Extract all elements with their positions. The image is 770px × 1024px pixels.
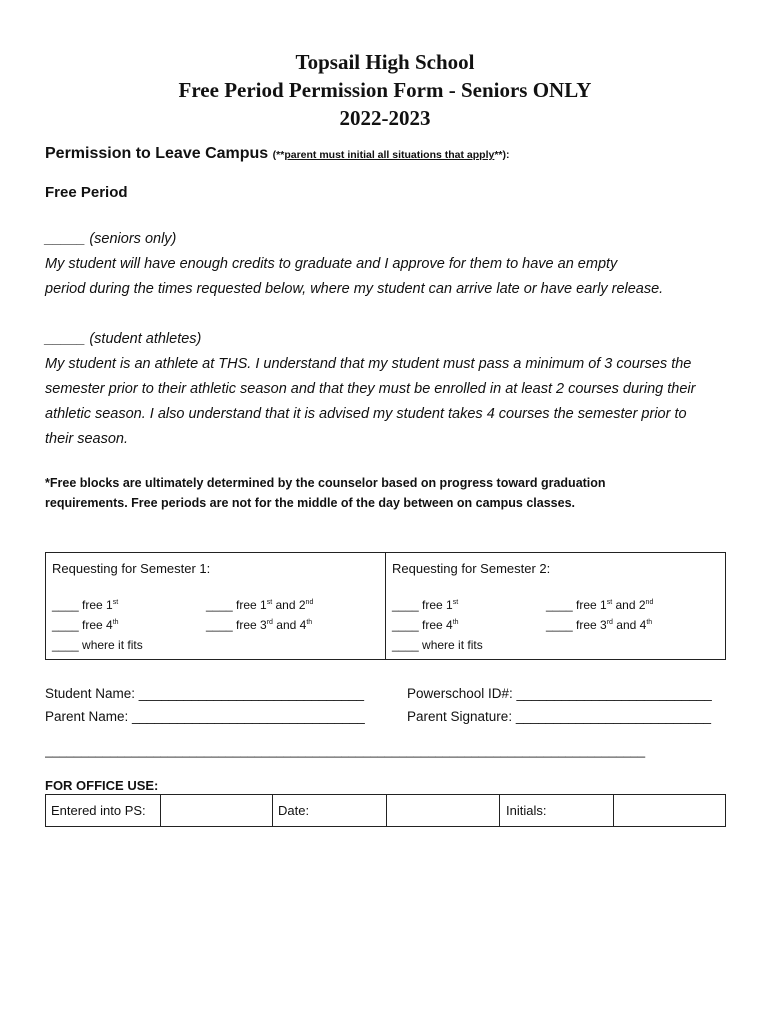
office-initials-label: Initials:: [506, 803, 547, 818]
parent-signature-field[interactable]: Parent Signature: __________________________: [407, 709, 712, 724]
office-date-label: Date:: [278, 803, 310, 818]
athletes-text-3: athletic season. I also understand that it is advised my student takes 4 courses the semester prior to: [45, 406, 687, 422]
divider-line: ___________________________________________________________________________________: [45, 743, 646, 758]
sem2-free-4th[interactable]: ____ free 4th: [392, 618, 459, 632]
semester-1-heading: Requesting for Semester 1:: [52, 561, 211, 576]
powerschool-id-field[interactable]: Powerschool ID#: __________________________: [407, 686, 712, 701]
disclaimer-line-1: *Free blocks are ultimately determined by the counselor based on progress toward graduation: [45, 476, 606, 490]
permission-note-open: (**: [272, 149, 285, 161]
office-entered-value[interactable]: [161, 795, 272, 826]
sem1-free-1st-2nd[interactable]: ____ free 1st and 2nd: [206, 598, 314, 612]
office-use-heading: FOR OFFICE USE:: [45, 778, 159, 793]
disclaimer-line-2: requirements. Free periods are not for the middle of the day between on campus classes.: [45, 496, 576, 510]
office-initials-value[interactable]: [614, 795, 725, 826]
sem2-where-it-fits[interactable]: ____ where it fits: [392, 638, 483, 652]
sem1-where-it-fits[interactable]: ____ where it fits: [52, 638, 143, 652]
form-title: Free Period Permission Form - Seniors ONLY: [178, 78, 592, 102]
permission-note-underlined: parent must initial all situations that apply: [284, 149, 495, 161]
sem1-free-3rd-4th[interactable]: ____ free 3rd and 4th: [206, 618, 313, 632]
athletes-text-4: their season.: [45, 431, 129, 447]
athletes-text-2: semester prior to their athletic season and that they must be enrolled in at least 2 courses during their: [45, 381, 696, 397]
sem1-free-1st[interactable]: ____ free 1st: [52, 598, 119, 612]
free-period-heading: Free Period: [45, 184, 128, 201]
office-col-2: [272, 794, 273, 827]
sem1-free-4th[interactable]: ____ free 4th: [52, 618, 119, 632]
permission-heading: Permission to Leave Campus: [45, 145, 269, 162]
seniors-text-1: My student will have enough credits to graduate and I approve for them to have an empty: [45, 256, 618, 272]
school-name: Topsail High School: [295, 50, 475, 74]
office-entered-label: Entered into PS:: [51, 803, 146, 818]
office-col-4: [499, 794, 500, 827]
school-year: 2022-2023: [339, 106, 431, 130]
parent-name-field[interactable]: Parent Name: _______________________________: [45, 709, 365, 724]
athletes-initial-line: _____ (student athletes): [45, 331, 202, 347]
sem2-free-3rd-4th[interactable]: ____ free 3rd and 4th: [546, 618, 653, 632]
seniors-text-2: period during the times requested below, where my student can arrive late or have early release.: [45, 281, 664, 297]
seniors-initial-line: _____ (seniors only): [45, 231, 177, 247]
permission-heading-row: [45, 145, 510, 163]
sem2-free-1st[interactable]: ____ free 1st: [392, 598, 459, 612]
office-date-value[interactable]: [387, 795, 499, 826]
semester-table-divider: [385, 552, 386, 660]
athletes-text-1: My student is an athlete at THS. I understand that my student must pass a minimum of 3 courses the: [45, 356, 692, 372]
semester-2-heading: Requesting for Semester 2:: [392, 561, 551, 576]
student-name-field[interactable]: Student Name: ______________________________: [45, 686, 365, 701]
sem2-free-1st-2nd[interactable]: ____ free 1st and 2nd: [546, 598, 654, 612]
permission-note-close: **):: [494, 149, 510, 161]
